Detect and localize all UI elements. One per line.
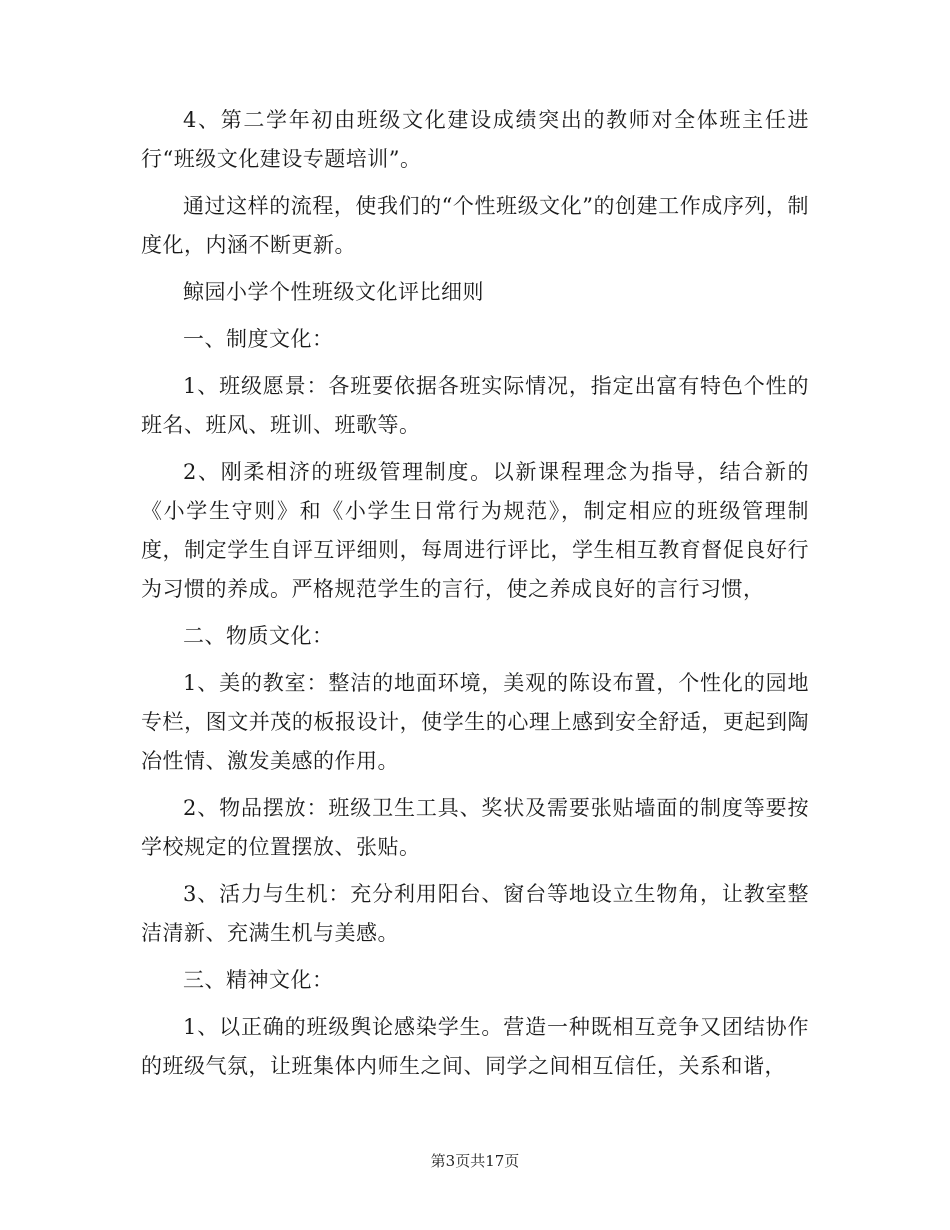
paragraph-beautiful-classroom: 1、美的教室：整洁的地面环境，美观的陈设布置，个性化的园地专栏，图文并茂的板报设计，使学生的心理上感到安全舒适，更起到陶冶性情、激发美感的作用。 [141,671,809,773]
heading-spiritual-culture: 三、精神文化： [183,968,334,992]
paragraph-training-item-4: 4、第二学年初由班级文化建设成绩突出的教师对全体班主任进行“班级文化建设专题培训”。 [141,108,809,171]
heading-system-culture: 一、制度文化： [183,327,334,351]
page-number: 第3页共17页 [430,1152,520,1170]
paragraph-process-summary: 通过这样的流程，使我们的“个性班级文化”的创建工作成序列，制度化，内涵不断更新。 [141,194,809,257]
paragraph-public-opinion: 1、以正确的班级舆论感染学生。营造一种既相互竞争又团结协作的班级气氛，让班集体内师生之间、同学之间相互信任，关系和谐， [141,1015,809,1078]
document-body [141,101,809,1094]
paragraph-vitality: 3、活力与生机：充分利用阳台、窗台等地设立生物角，让教室整洁清新、充满生机与美感。 [141,882,809,945]
paragraph-management-system: 2、刚柔相济的班级管理制度。以新课程理念为指导，结合新的《小学生守则》和《小学生日常行为规范》，制定相应的班级管理制度，制定学生自评互评细则，每周进行评比，学生相互教育督促良好行为习惯的养成。严格规范学生的言行，使之养成良好的言行习惯， [141,460,809,601]
paragraph-class-vision: 1、班级愿景：各班要依据各班实际情况，指定出富有特色个性的班名、班风、班训、班歌等。 [141,374,809,437]
section-title-rules: 鲸园小学个性班级文化评比细则 [183,280,484,304]
heading-material-culture: 二、物质文化： [183,624,334,648]
paragraph-item-placement: 2、物品摆放：班级卫生工具、奖状及需要张贴墙面的制度等要按学校规定的位置摆放、张贴。 [141,796,809,859]
